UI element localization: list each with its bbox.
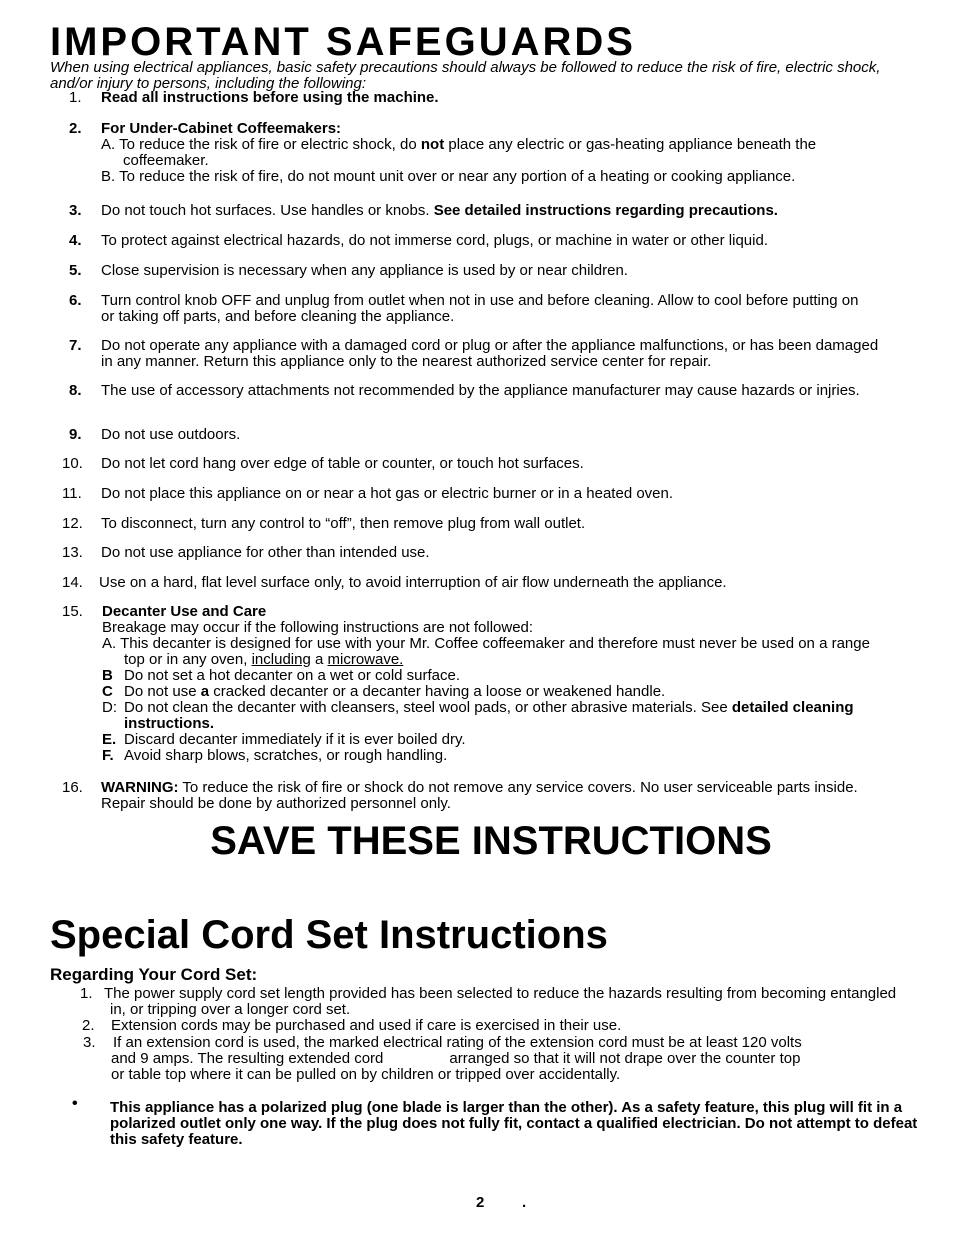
item-text: To disconnect, turn any control to “off”, then remove plug from wall outlet. bbox=[101, 515, 586, 532]
item-number: 2. bbox=[82, 1017, 95, 1034]
item-sub-b: B. To reduce the risk of fire, do not mount unit over or near any portion of a heating or cooking appliance. bbox=[101, 168, 796, 185]
page-title: IMPORTANT SAFEGUARDS bbox=[50, 20, 636, 64]
item-number: 8. bbox=[69, 382, 82, 399]
item-number: 7. bbox=[69, 337, 82, 354]
item-text: Do not operate any appliance with a damaged cord or plug or after the appliance malfunctions, or has been damaged in any manner. Return this appliance only to the nearest authorized service center for repair. bbox=[101, 337, 879, 370]
item-heading: For Under-Cabinet Coffeemakers: bbox=[101, 120, 342, 137]
item-number: 3. bbox=[83, 1034, 96, 1051]
item-heading: Decanter Use and Care bbox=[102, 603, 267, 620]
page-mark: . bbox=[522, 1194, 527, 1211]
item-number: 9. bbox=[69, 426, 82, 443]
item-number: 14. bbox=[62, 574, 83, 591]
item-text: Do not use appliance for other than intended use. bbox=[101, 544, 430, 561]
item-text: Do not let cord hang over edge of table or counter, or touch hot surfaces. bbox=[101, 455, 584, 472]
item-text: WARNING: To reduce the risk of fire or shock do not remove any service covers. No user serviceable parts inside. Repair should be done by authorized personnel only. bbox=[101, 779, 858, 812]
decanter-rule-f: F. Avoid sharp blows, scratches, or rough handling. bbox=[102, 747, 448, 764]
decanter-rule-a: A. This decanter is designed for use with your Mr. Coffee coffeemaker and therefore must never be used on a range top or in any oven, including a microwave. bbox=[102, 635, 870, 668]
item-number: 13. bbox=[62, 544, 83, 561]
cord-section-subtitle: Regarding Your Cord Set: bbox=[50, 965, 258, 984]
decanter-rule-c: C Do not use a cracked decanter or a decanter having a loose or weakened handle. bbox=[102, 683, 666, 700]
item-sub-a: A. To reduce the risk of fire or electric shock, do not place any electric or gas-heating appliance beneath the coffeemaker. bbox=[101, 136, 817, 169]
item-text-line: or table top where it can be pulled on by children or tripped over accidentally. bbox=[111, 1066, 621, 1083]
item-number: 5. bbox=[69, 262, 82, 279]
decanter-rule-e: E. Discard decanter immediately if it is ever boiled dry. bbox=[102, 731, 466, 748]
item-text-line: and 9 amps. The resulting extended cord arranged so that it will not drape over the counter top bbox=[111, 1050, 801, 1067]
item-text: The power supply cord set length provided has been selected to reduce the hazards resulting from becoming entangled in, or tripping over a longer cord set. bbox=[104, 985, 897, 1018]
item-text: Do not use outdoors. bbox=[101, 426, 241, 443]
item-text: Do not touch hot surfaces. Use handles or knobs. See detailed instructions regarding precautions. bbox=[101, 202, 778, 219]
intro-text: When using electrical appliances, basic safety precautions should always be followed to reduce the risk of fire, electric shock, and/or injury to persons, including the following: bbox=[50, 59, 881, 92]
item-text: Turn control knob OFF and unplug from outlet when not in use and before cleaning. Allow to cool before putting on or taking off parts, and before cleaning the appliance. bbox=[101, 292, 859, 325]
item-number: 3. bbox=[69, 202, 82, 219]
page-number: 2 bbox=[476, 1194, 485, 1211]
cord-section-title: Special Cord Set Instructions bbox=[50, 913, 608, 957]
item-lead: Breakage may occur if the following instructions are not followed: bbox=[102, 619, 534, 636]
item-text: To protect against electrical hazards, do not immerse cord, plugs, or machine in water or other liquid. bbox=[101, 232, 768, 249]
item-number: 11. bbox=[62, 485, 82, 502]
item-number: 6. bbox=[69, 292, 82, 309]
item-number: 10. bbox=[62, 455, 83, 472]
decanter-rule-b: B Do not set a hot decanter on a wet or cold surface. bbox=[102, 667, 461, 684]
item-number: 1. bbox=[69, 89, 82, 106]
decanter-rule-d: D: Do not clean the decanter with cleansers, steel wool pads, or other abrasive materials. See detailed cleaning instructions. bbox=[102, 699, 854, 732]
save-instructions-title: SAVE THESE INSTRUCTIONS bbox=[210, 819, 772, 863]
bullet-marker: • bbox=[72, 1095, 78, 1112]
item-text-line: If an extension cord is used, the marked electrical rating of the extension cord must be at least 120 volts bbox=[113, 1034, 802, 1051]
item-text: Extension cords may be purchased and used if care is exercised in their use. bbox=[111, 1017, 622, 1034]
polarized-plug-note: This appliance has a polarized plug (one blade is larger than the other). As a safety feature, this plug will fit in a polarized outlet only one way. If the plug does not fully fit, contact a qualified electrician. Do not attempt to defeat this safety feature. bbox=[110, 1099, 918, 1148]
item-text: Do not place this appliance on or near a hot gas or electric burner or in a heated oven. bbox=[101, 485, 674, 502]
item-number: 15. bbox=[62, 603, 83, 620]
item-number: 12. bbox=[62, 515, 83, 532]
item-text: Use on a hard, flat level surface only, to avoid interruption of air flow underneath the appliance. bbox=[99, 574, 727, 591]
item-text: Read all instructions before using the machine. bbox=[101, 89, 439, 106]
item-number: 1. bbox=[80, 985, 93, 1002]
item-number: 4. bbox=[69, 232, 82, 249]
item-text: Close supervision is necessary when any appliance is used by or near children. bbox=[101, 262, 628, 279]
item-number: 16. bbox=[62, 779, 83, 796]
item-number: 2. bbox=[69, 120, 82, 137]
item-text: The use of accessory attachments not recommended by the appliance manufacturer may cause hazards or injries. bbox=[101, 382, 860, 399]
